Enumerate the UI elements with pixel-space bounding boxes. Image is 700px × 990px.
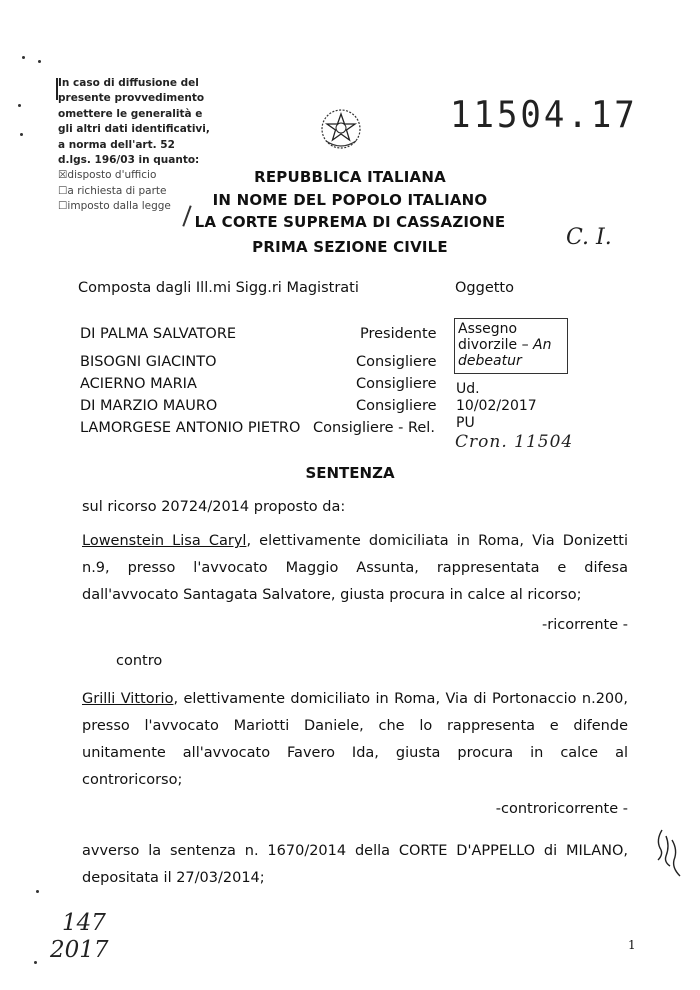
judges-list bbox=[80, 323, 440, 439]
margin-mark bbox=[18, 104, 21, 107]
handwritten-line: 2017 bbox=[50, 937, 109, 963]
subject-line: Assegno bbox=[458, 321, 518, 337]
margin-mark bbox=[20, 133, 23, 136]
appellant-paragraph bbox=[82, 528, 628, 609]
judge-name: DI PALMA SALVATORE bbox=[80, 326, 237, 342]
respondent-name: Grilli Vittorio bbox=[82, 691, 174, 707]
privacy-line: In caso di diffusione del bbox=[58, 77, 199, 89]
composition-label: Composta dagli Ill.mi Sigg.ri Magistrati bbox=[78, 280, 359, 296]
margin-mark bbox=[22, 56, 25, 59]
header-republic: REPUBBLICA ITALIANA bbox=[254, 168, 446, 186]
respondent-paragraph bbox=[82, 686, 628, 794]
privacy-option-parte: ☐a richiesta di parte bbox=[58, 184, 167, 197]
subject-label: Oggetto bbox=[455, 280, 514, 296]
privacy-line: d.lgs. 196/03 in quanto: bbox=[58, 154, 200, 167]
hearing-date: 10/02/2017 bbox=[456, 398, 537, 414]
judge-row bbox=[80, 323, 440, 351]
appellant-name: Lowenstein Lisa Caryl bbox=[82, 533, 247, 549]
judge-role: Consigliere bbox=[356, 376, 437, 392]
document-header bbox=[150, 166, 550, 258]
contro-label: contro bbox=[116, 653, 163, 669]
checkbox-icon: ☐ bbox=[58, 200, 68, 213]
handwritten-cron-ref: Cron. 11504 bbox=[455, 432, 574, 452]
judge-name: ACIERNO MARIA bbox=[80, 376, 197, 392]
judge-name: LAMORGESE ANTONIO PIETRO bbox=[80, 420, 301, 436]
judge-row bbox=[80, 417, 440, 439]
privacy-line: omettere le generalità e bbox=[58, 107, 203, 120]
privacy-option-legge: ☐imposto dalla legge bbox=[58, 200, 171, 213]
respondent-text: , elettivamente domiciliato in Roma, Via di Portonaccio n.200, presso l'avvocato Mariotti Daniele, che lo rappresenta e difende unitamente all'avvocato Favero Ida, giusta procura in calce al controricorso; bbox=[82, 691, 628, 788]
privacy-line: a norma dell'art. 52 bbox=[58, 138, 175, 151]
handwritten-ci: C. I. bbox=[566, 225, 612, 250]
privacy-line: gli altri dati identificativi, bbox=[58, 123, 210, 136]
header-court: LA CORTE SUPREMA DI CASSAZIONE bbox=[194, 213, 506, 231]
hearing-type: PU bbox=[456, 415, 475, 431]
page-number: 1 bbox=[628, 938, 636, 952]
judge-role: Consigliere bbox=[356, 354, 437, 370]
margin-mark bbox=[34, 961, 37, 964]
judge-row bbox=[80, 373, 440, 395]
judge-name: BISOGNI GIACINTO bbox=[80, 354, 217, 370]
handwritten-register bbox=[50, 910, 109, 964]
appeal-intro: sul ricorso 20724/2014 proposto da: bbox=[82, 499, 346, 515]
judge-name: DI MARZIO MAURO bbox=[80, 398, 218, 414]
subject-line: divorzile – An bbox=[458, 337, 552, 353]
hearing-label: Ud. bbox=[456, 381, 480, 397]
judge-role: Consigliere bbox=[356, 398, 437, 414]
judge-role: Consigliere - Rel. bbox=[313, 420, 435, 436]
respondent-role: -controricorrente - bbox=[495, 801, 628, 817]
appellant-text: , elettivamente domiciliata in Roma, Via Donizetti n.9, presso l'avvocato Maggio Assunta, rappresentata e difesa dall'avvocato Santagata Salvatore, giusta procura in calce al ricorso; bbox=[82, 533, 628, 603]
crossed-checkbox-icon: ☒ bbox=[58, 169, 68, 182]
signature-mark bbox=[652, 826, 686, 882]
checkbox-icon: ☐ bbox=[58, 184, 68, 197]
stamp-number: 11504.17 bbox=[450, 93, 638, 137]
appeal-paragraph: avverso la sentenza n. 1670/2014 della CORTE D'APPELLO di MILANO, depositata il 27/03/2014; bbox=[82, 843, 628, 886]
privacy-option-ufficio: ☒disposto d'ufficio bbox=[58, 169, 157, 182]
sentenza-title: SENTENZA bbox=[305, 464, 395, 482]
appellant-role: -ricorrente - bbox=[542, 617, 628, 633]
header-people: IN NOME DEL POPOLO ITALIANO bbox=[212, 190, 488, 209]
judge-row bbox=[80, 351, 440, 373]
hearing-info bbox=[456, 381, 537, 432]
margin-mark bbox=[36, 890, 39, 893]
judge-role: Presidente bbox=[360, 326, 437, 342]
handwritten-line: 147 bbox=[62, 910, 106, 936]
margin-mark bbox=[38, 60, 41, 63]
subject-box bbox=[454, 318, 568, 374]
header-section: PRIMA SEZIONE CIVILE bbox=[252, 237, 448, 256]
republic-emblem-icon bbox=[318, 105, 364, 151]
subject-line: debeatur bbox=[458, 353, 522, 369]
privacy-line: presente provvedimento bbox=[58, 92, 205, 105]
judge-row bbox=[80, 395, 440, 417]
